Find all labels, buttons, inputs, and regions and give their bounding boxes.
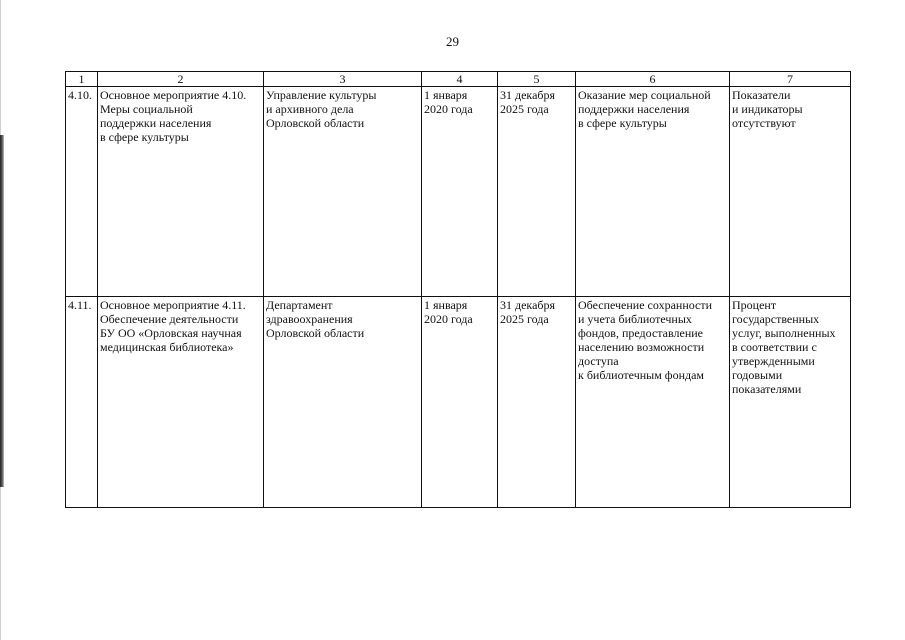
cell-line: Департамент — [266, 298, 333, 312]
column-header: 6 — [576, 72, 730, 87]
cell-line: показателями — [732, 382, 802, 396]
result-cell — [576, 87, 730, 297]
cell-line: доступа — [578, 354, 619, 368]
cell-line: Основное мероприятие 4.11. — [100, 298, 246, 312]
cell-line: 31 декабря — [500, 88, 556, 102]
row-number: 4.10. — [68, 88, 92, 102]
page-number: 29 — [446, 34, 459, 49]
table-row — [66, 87, 851, 297]
header-row — [66, 72, 851, 87]
cell-line: в сфере культуры — [578, 116, 667, 130]
column-header: 1 — [66, 72, 98, 87]
executor-cell — [264, 297, 422, 508]
cell-line: 2025 года — [500, 312, 549, 326]
cell-line: 31 декабря — [500, 298, 556, 312]
cell-line: годовыми — [732, 368, 783, 382]
cell-line: Обеспечение деятельности — [100, 312, 239, 326]
cell-line: утвержденными — [732, 354, 815, 368]
column-header: 4 — [422, 72, 498, 87]
cell-line: Орловской области — [266, 326, 365, 340]
indicators-cell — [730, 297, 851, 508]
cell-line: в сфере культуры — [100, 130, 189, 144]
cell-line: БУ ОО «Орловская научная — [100, 326, 242, 340]
cell-line: Оказание мер социальной — [578, 88, 711, 102]
cell-line: Процент — [732, 298, 777, 312]
cell-line: фондов, предоставление — [578, 326, 703, 340]
start-date-cell — [422, 297, 498, 508]
executor-cell — [264, 87, 422, 297]
cell-line: услуг, выполненных — [732, 326, 836, 340]
cell-line: к библиотечным фондам — [578, 368, 705, 382]
cell-line: поддержки населения — [578, 102, 690, 116]
start-date-cell — [422, 87, 498, 297]
cell-line: медицинская библиотека» — [100, 340, 234, 354]
cell-line: населению возможности — [578, 340, 705, 354]
cell-line: Обеспечение сохранности — [578, 298, 713, 312]
cell-line: 1 января — [424, 298, 468, 312]
cell-line: отсутствуют — [732, 116, 796, 130]
cell-line: в соответствии с — [732, 340, 817, 354]
cell-line: Показатели — [732, 88, 791, 102]
cell-line: государственных — [732, 312, 820, 326]
row-number-cell — [66, 87, 98, 297]
cell-line: 1 января — [424, 88, 468, 102]
cell-line: поддержки населения — [100, 116, 212, 130]
cell-line: здравоохранения — [266, 312, 353, 326]
end-date-cell — [498, 87, 576, 297]
cell-line: Орловской области — [266, 116, 365, 130]
cell-line: Меры социальной — [100, 102, 193, 116]
cell-line: 2025 года — [500, 102, 549, 116]
cell-line: и индикаторы — [732, 102, 803, 116]
column-header: 5 — [498, 72, 576, 87]
cell-line: Управление культуры — [266, 88, 377, 102]
column-header: 7 — [730, 72, 851, 87]
cell-line: и архивного дела — [266, 102, 354, 116]
cell-line: 2020 года — [424, 312, 473, 326]
table-row — [66, 297, 851, 508]
event-cell — [98, 87, 264, 297]
indicators-cell — [730, 87, 851, 297]
cell-line: 2020 года — [424, 102, 473, 116]
scan-binding-mark — [0, 135, 4, 487]
cell-line: и учета библиотечных — [578, 312, 692, 326]
program-activities-table — [65, 71, 851, 508]
event-cell — [98, 297, 264, 508]
row-number: 4.11. — [68, 298, 92, 312]
cell-line: Основное мероприятие 4.10. — [100, 88, 247, 102]
end-date-cell — [498, 297, 576, 508]
result-cell — [576, 297, 730, 508]
column-header: 2 — [98, 72, 264, 87]
column-header: 3 — [264, 72, 422, 87]
row-number-cell — [66, 297, 98, 508]
